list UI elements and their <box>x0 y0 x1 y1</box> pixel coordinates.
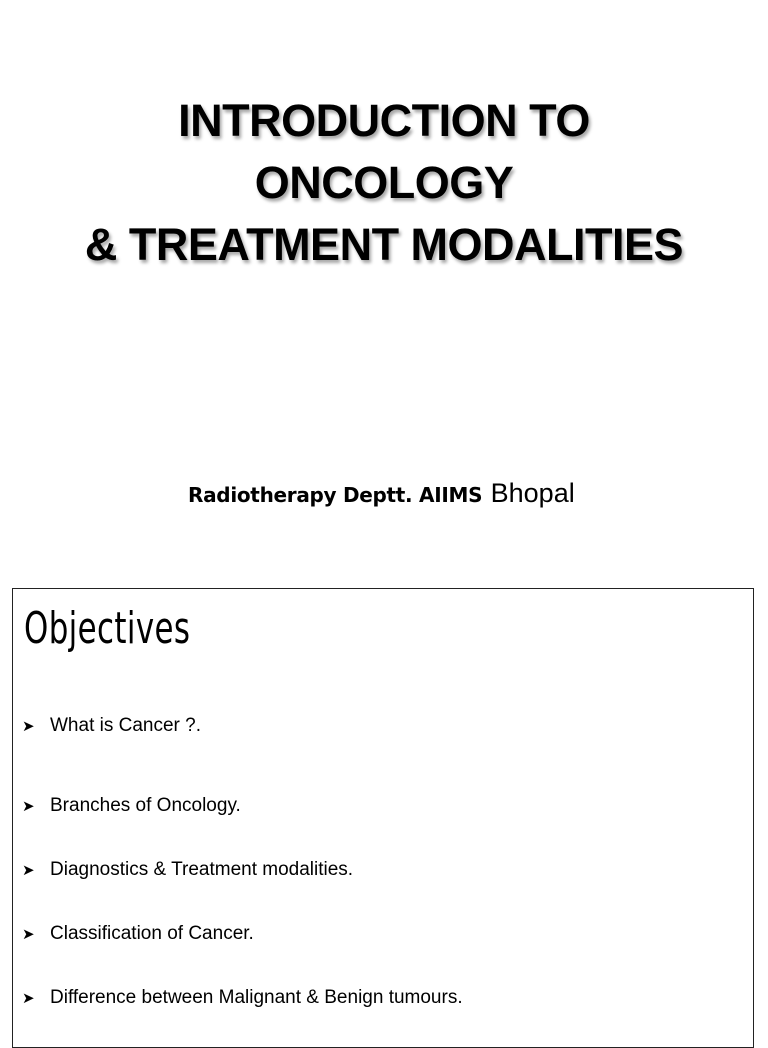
objectives-list <box>22 710 463 1030</box>
byline-city: Bhopal <box>490 478 575 508</box>
arrowhead-bullet-icon: ➤ <box>22 797 35 815</box>
byline <box>188 478 575 509</box>
title-line-2: ONCOLOGY <box>254 157 514 208</box>
slide-title <box>0 90 768 276</box>
list-item <box>22 710 463 742</box>
arrowhead-bullet-icon: ➤ <box>22 989 35 1007</box>
list-item <box>22 902 463 966</box>
list-item <box>22 838 463 902</box>
objectives-heading: Objectives <box>24 603 191 654</box>
list-item-text: Difference between Malignant & Benign tumours. <box>50 987 463 1008</box>
title-line-3: & TREATMENT MODALITIES <box>84 219 684 270</box>
title-line-1: INTRODUCTION TO <box>178 95 590 146</box>
list-item-text: What is Cancer ?. <box>50 715 201 736</box>
objectives-slide <box>12 588 754 1048</box>
list-item <box>22 774 463 838</box>
list-item-text: Branches of Oncology. <box>50 795 241 816</box>
byline-department: Radiotherapy Deptt. AIIMS <box>188 483 483 507</box>
arrowhead-bullet-icon: ➤ <box>22 861 35 879</box>
list-item <box>22 966 463 1030</box>
list-item-text: Classification of Cancer. <box>50 923 254 944</box>
list-item-text: Diagnostics & Treatment modalities. <box>50 859 354 880</box>
arrowhead-bullet-icon: ➤ <box>22 717 35 735</box>
arrowhead-bullet-icon: ➤ <box>22 925 35 943</box>
